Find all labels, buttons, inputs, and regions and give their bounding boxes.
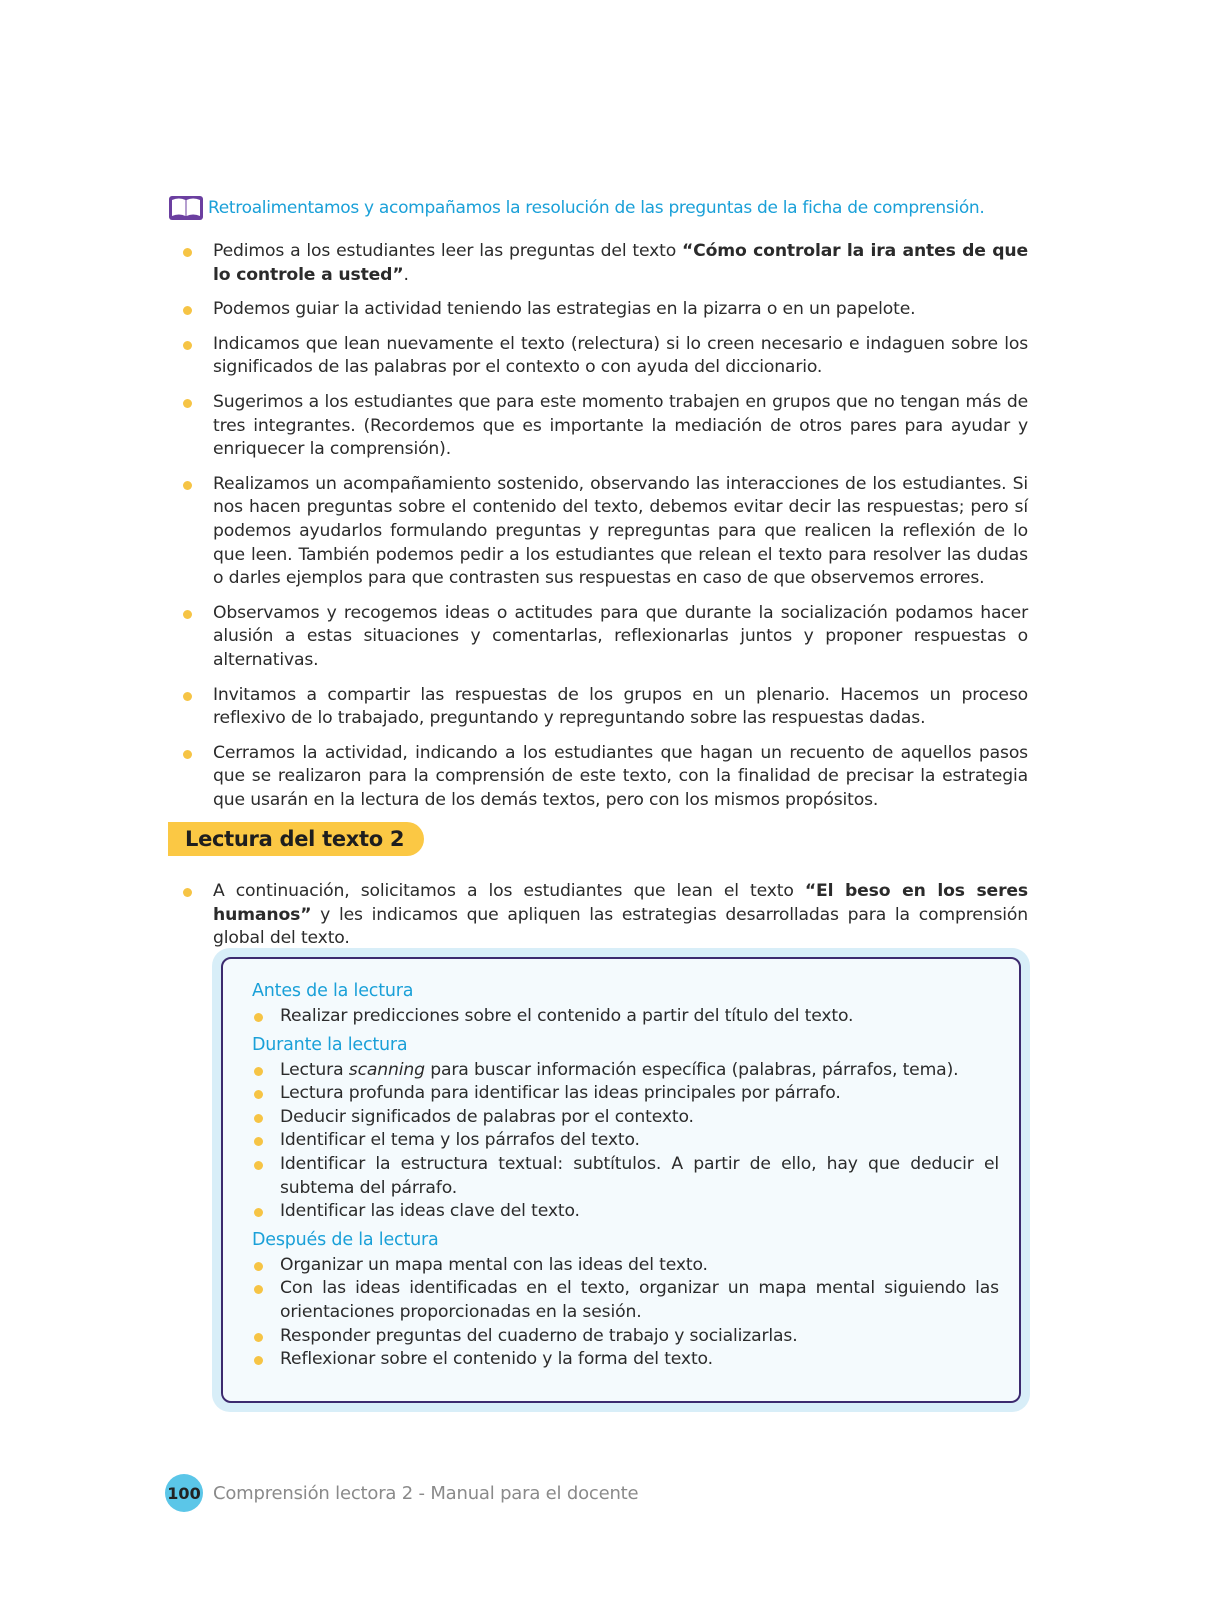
bullet-dot-icon xyxy=(254,1137,263,1146)
item-text-end: para buscar información específica (palabras, párrafos, tema). xyxy=(424,1059,959,1080)
list-item xyxy=(183,298,1028,322)
bullet-dot-icon xyxy=(254,1285,263,1294)
before-reading-list xyxy=(252,1005,999,1029)
bullet-dot-icon xyxy=(183,610,192,619)
item-text-end: y les indicamos que apliquen las estrategias desarrolladas para la comprensión global del texto. xyxy=(213,904,1028,949)
item-text: Invitamos a compartir las respuestas de los grupos en un plenario. Hacemos un proceso reflexivo de lo trabajado, preguntando y repreguntando sobre las respuestas dadas. xyxy=(213,684,1028,729)
list-item xyxy=(252,1005,999,1029)
bullet-dot-icon xyxy=(254,1208,263,1217)
bullet-dot-icon xyxy=(254,1356,263,1365)
item-text: Podemos guiar la actividad teniendo las estrategias en la pizarra o en un papelote. xyxy=(213,299,916,320)
item-text: Realizar predicciones sobre el contenido a partir del título del texto. xyxy=(280,1006,854,1026)
list-item xyxy=(252,1059,999,1083)
bullet-dot-icon xyxy=(183,399,192,408)
bullet-dot-icon xyxy=(183,306,192,315)
bullet-dot-icon xyxy=(183,341,192,350)
book-icon xyxy=(168,195,204,221)
bullet-dot-icon xyxy=(254,1013,263,1022)
after-reading-list xyxy=(252,1254,999,1372)
item-text: Organizar un mapa mental con las ideas del texto. xyxy=(280,1254,708,1275)
page-number: 100 xyxy=(165,1474,203,1512)
item-bold-text: “El beso en los seres humanos” xyxy=(213,881,1028,925)
item-text: Pedimos a los estudiantes leer las preguntas del texto xyxy=(213,241,682,261)
item-text-end: . xyxy=(403,264,409,285)
list-item xyxy=(252,1200,999,1224)
list-item xyxy=(252,1082,999,1106)
before-reading-title: Antes de la lectura xyxy=(252,981,414,1001)
item-text: Realizamos un acompañamiento sostenido, observando las interacciones de los estudiantes. Si nos hacen preguntas sobre el contenido del texto, debemos evitar decir las respuestas; pero sí podemos ayudarlos formulando preguntas y repreguntas para que realicen la reflexión de lo que leen. También podemos pedir a los estudiantes que relean el texto para resolver las dudas o darles ejemplos para que contrasten sus respuestas en caso de que observemos errores. xyxy=(213,473,1028,589)
bullet-dot-icon xyxy=(254,1161,263,1170)
during-reading-list xyxy=(252,1059,999,1224)
item-text: Identificar la estructura textual: subtítulos. A partir de ello, hay que deducir el subtema del párrafo. xyxy=(280,1153,999,1198)
bullet-dot-icon xyxy=(254,1090,263,1099)
bullet-dot-icon xyxy=(183,750,192,759)
intro-list xyxy=(183,880,1028,951)
bullet-dot-icon xyxy=(254,1067,263,1076)
item-text: Lectura xyxy=(280,1059,349,1080)
item-text: Lectura profunda para identificar las ideas principales por párrafo. xyxy=(280,1083,841,1104)
bullet-dot-icon xyxy=(183,481,192,490)
section-tag xyxy=(168,822,424,856)
item-text: Observamos y recogemos ideas o actitudes para que durante la socialización podamos hacer alusión a estas situaciones y comentarlas, reflexionarlas juntos y proponer respuestas o alternativas. xyxy=(213,602,1028,670)
page-footer xyxy=(165,1474,638,1512)
item-bold-text: “Cómo controlar la ira antes de que lo controle a usted” xyxy=(213,241,1028,285)
list-item xyxy=(183,742,1028,813)
bullet-dot-icon xyxy=(254,1333,263,1342)
list-item xyxy=(183,333,1028,380)
item-text: Con las ideas identificadas en el texto, organizar un mapa mental siguiendo las orientaciones proporcionadas en la sesión. xyxy=(280,1278,999,1322)
after-reading-title: Después de la lectura xyxy=(252,1229,439,1250)
item-text: Identificar el tema y los párrafos del texto. xyxy=(280,1130,640,1151)
section-heading xyxy=(168,195,1028,221)
list-item xyxy=(252,1325,999,1349)
list-item xyxy=(183,880,1028,951)
bullet-dot-icon xyxy=(183,248,192,257)
list-item xyxy=(183,684,1028,731)
activity-list xyxy=(183,240,1028,823)
item-italic-text: scanning xyxy=(348,1059,425,1080)
item-text: Deducir significados de palabras por el contexto. xyxy=(280,1106,694,1127)
section-heading-text: Retroalimentamos y acompañamos la resolución de las preguntas de la ficha de comprensión. xyxy=(208,198,985,218)
item-text: Sugerimos a los estudiantes que para este momento trabajen en grupos que no tengan más de tres integrantes. (Recordemos que es importante la mediación de otros pares para ayudar y enriquecer la comprensión). xyxy=(213,391,1028,460)
item-text: Cerramos la actividad, indicando a los estudiantes que hagan un recuento de aquellos pasos que se realizaron para la comprensión de este texto, con la finalidad de precisar la estrategia que usarán en la lectura de los demás textos, pero con los mismos propósitos. xyxy=(213,742,1028,810)
bullet-dot-icon xyxy=(254,1262,263,1271)
bullet-dot-icon xyxy=(183,692,192,701)
item-text: Identificar las ideas clave del texto. xyxy=(280,1201,580,1222)
list-item xyxy=(252,1348,999,1372)
list-item xyxy=(183,391,1028,462)
bullet-dot-icon xyxy=(254,1114,263,1123)
during-reading-title: Durante la lectura xyxy=(252,1034,408,1055)
list-item xyxy=(252,1277,999,1324)
item-text: A continuación, solicitamos a los estudiantes que lean el texto xyxy=(213,881,805,901)
list-item xyxy=(252,1106,999,1130)
list-item xyxy=(183,240,1028,287)
strategy-box xyxy=(221,957,1021,1403)
section-tag-label: Lectura del texto 2 xyxy=(185,827,405,851)
list-item xyxy=(252,1153,999,1200)
item-text: Indicamos que lean nuevamente el texto (relectura) si lo creen necesario e indaguen sobre los significados de las palabras por el contexto o con ayuda del diccionario. xyxy=(213,333,1028,378)
list-item xyxy=(183,602,1028,673)
list-item xyxy=(252,1129,999,1153)
list-item xyxy=(252,1254,999,1278)
item-text: Reflexionar sobre el contenido y la forma del texto. xyxy=(280,1349,713,1370)
bullet-dot-icon xyxy=(183,888,192,897)
list-item xyxy=(183,473,1028,591)
footer-title: Comprensión lectora 2 - Manual para el docente xyxy=(213,1482,639,1504)
item-text: Responder preguntas del cuaderno de trabajo y socializarlas. xyxy=(280,1325,798,1346)
